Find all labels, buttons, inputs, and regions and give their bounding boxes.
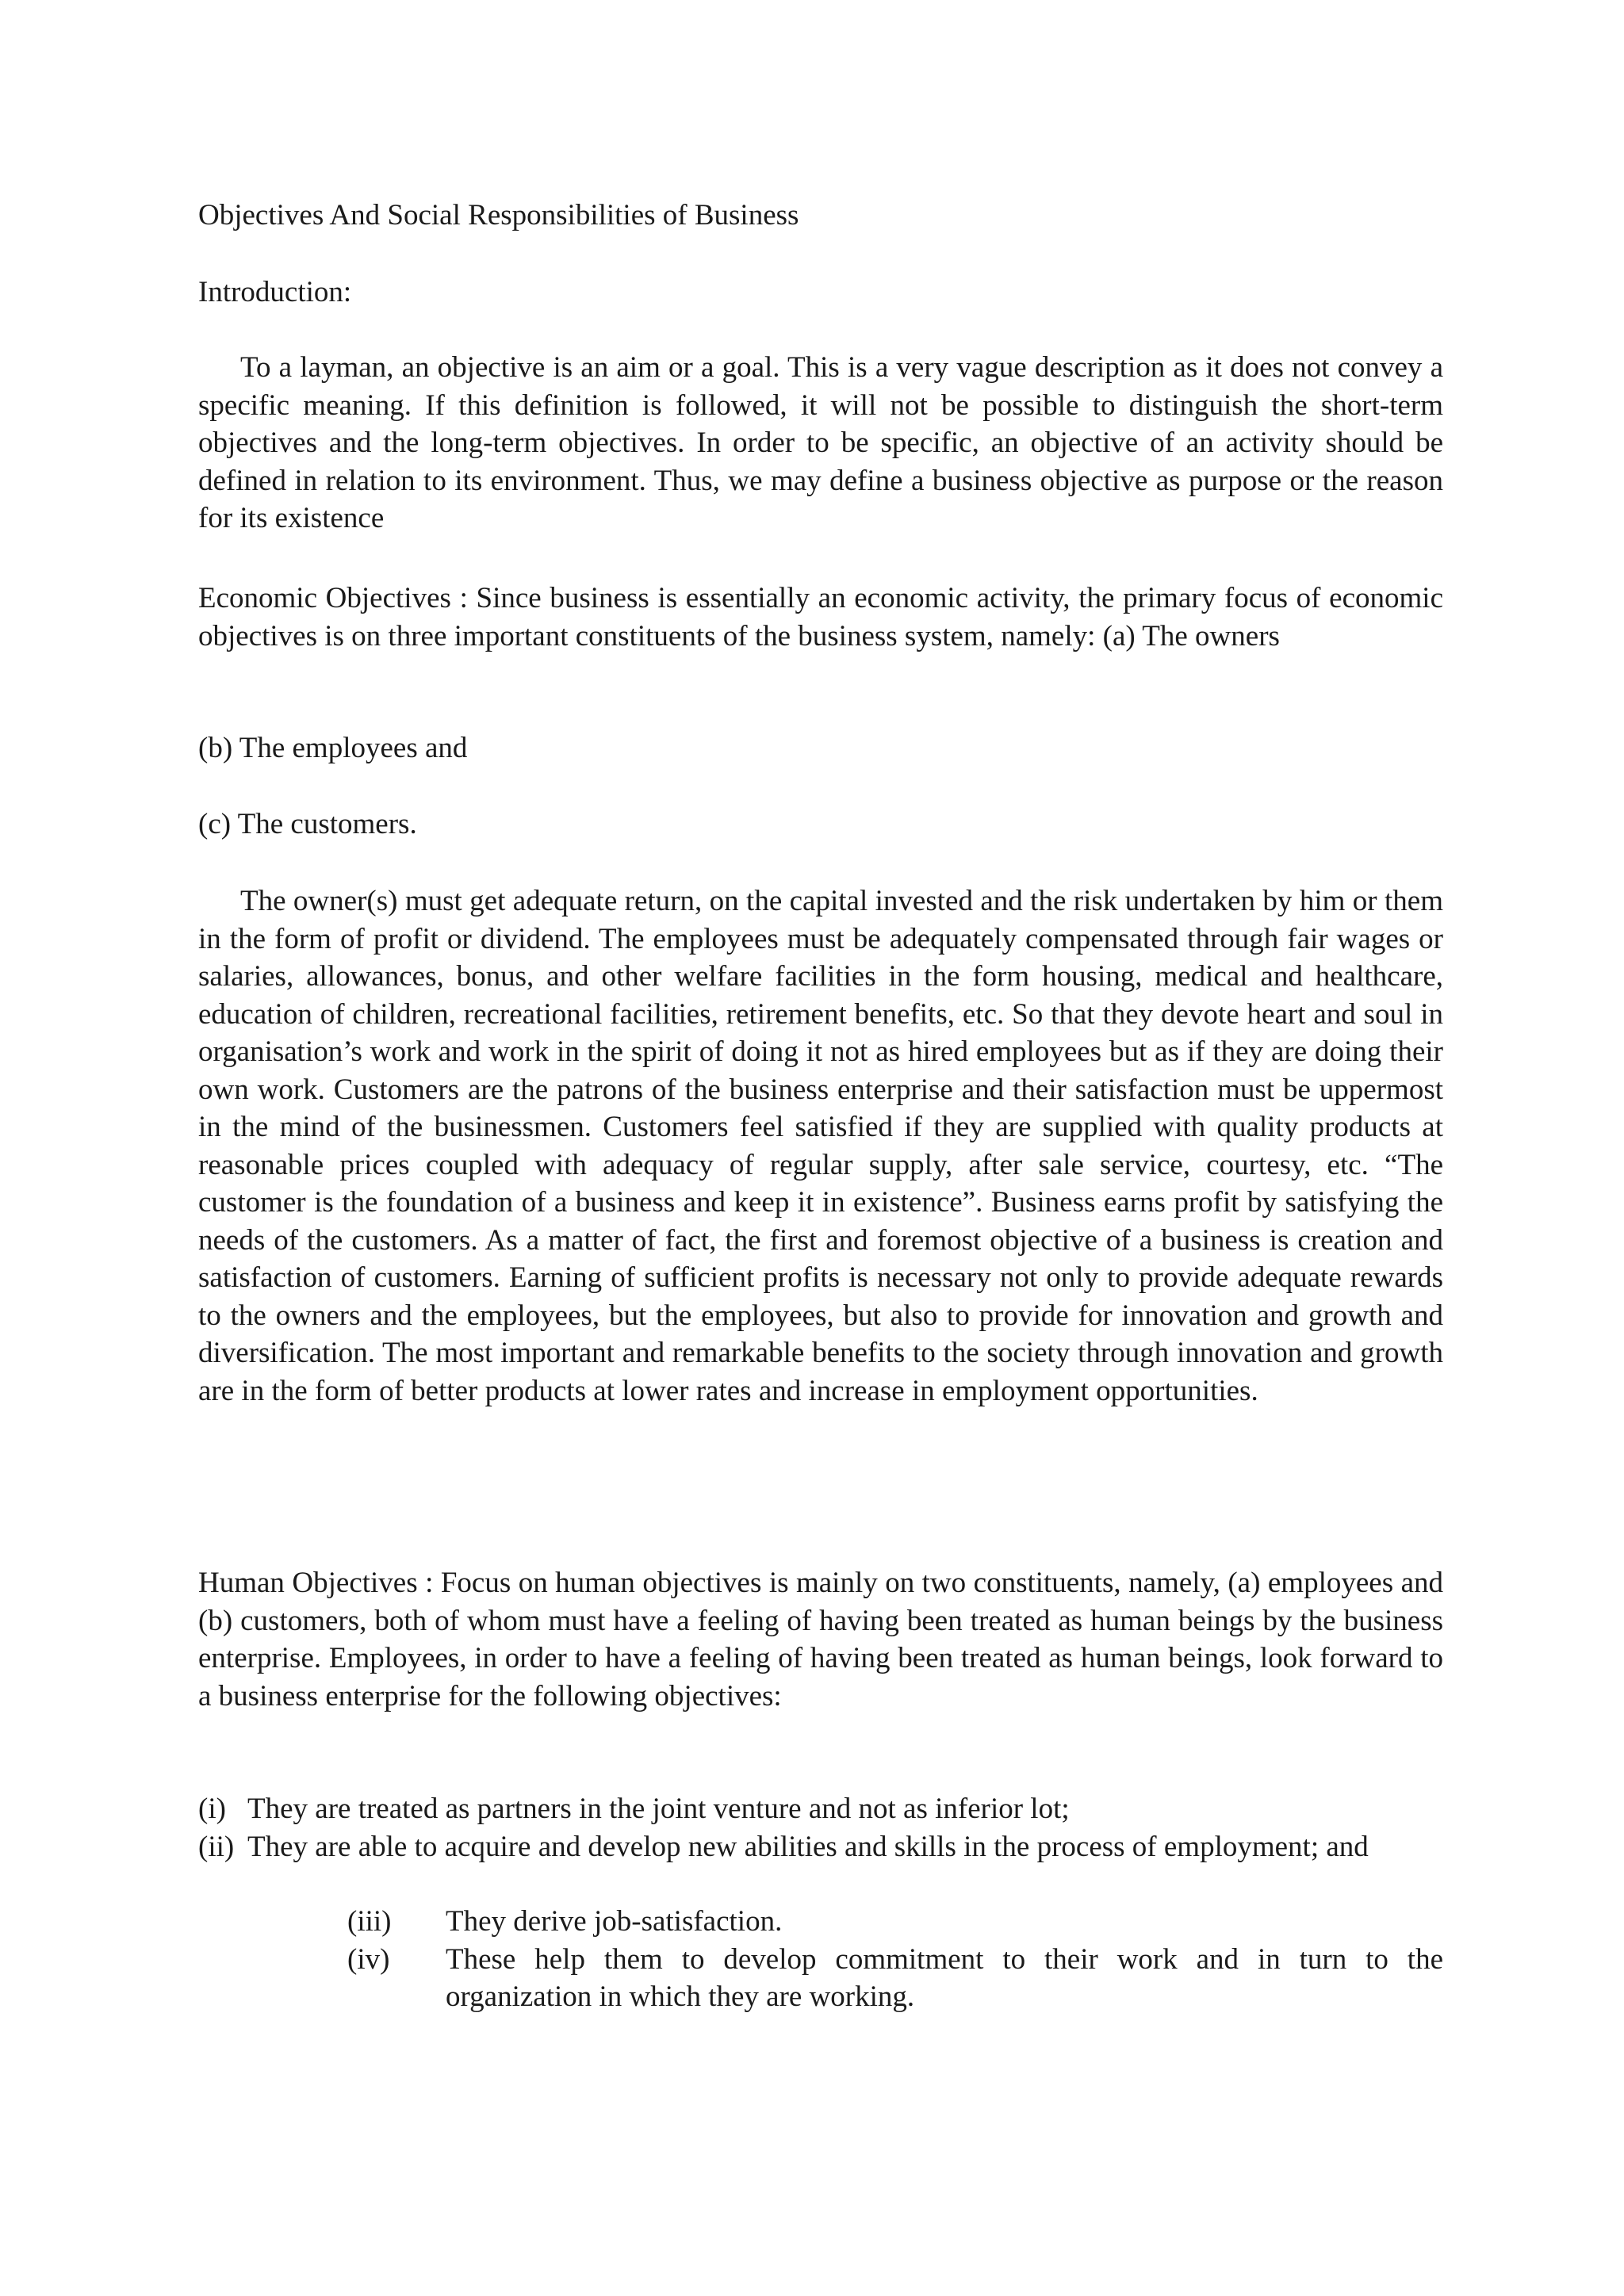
employee-objectives-list-primary (198, 1790, 1443, 1866)
intro-paragraph: To a layman, an objective is an aim or a goal. This is a very vague description as it does not convey a specific meaning. If this definition is followed, it will not be possible to distinguish the short-term objectives and the long-term objectives. In order to be specific, an objective of an activity should be defined in relation to its environment. Thus, we may define a business objective as purpose or the reason for its existence (198, 351, 1443, 534)
list-item-text: They are able to acquire and develop new abilities and skills in the process of employment; and (247, 1830, 1369, 1863)
list-marker: (ii) (198, 1830, 235, 1863)
document-title: Objectives And Social Responsibilities of Business (198, 199, 799, 232)
economic-objectives-paragraph: Economic Objectives : Since business is essentially an economic activity, the primary focus of economic objectives is on three important constituents of the business system, namely: (a) The owners (198, 582, 1443, 652)
list-item-text: They are treated as partners in the joint venture and not as inferior lot; (247, 1793, 1070, 1825)
human-objectives-paragraph: Human Objectives : Focus on human objectives is mainly on two constituents, namely, (a) employees and (b) customers, both of whom must have a feeling of having been treated as human beings by the business enterprise. Employees, in order to have a feeling of having been treated as human beings, look forward to a business enterprise for the following objectives: (198, 1567, 1443, 1712)
intro-heading: Introduction: (198, 276, 352, 308)
list-marker: (iii) (347, 1905, 392, 1938)
economic-item-employees: (b) The employees and (198, 732, 468, 764)
list-item (347, 1941, 1443, 2016)
list-item-text: These help them to develop commitment to their work and in turn to the organization in which they are working. (446, 1942, 1443, 2013)
list-item (347, 1903, 1443, 1941)
list-marker: (iv) (347, 1942, 390, 1976)
economic-item-customers: (c) The customers. (198, 808, 417, 840)
list-marker: (i) (198, 1793, 226, 1825)
list-item (198, 1790, 1443, 1828)
list-item-text: They derive job-satisfaction. (446, 1905, 783, 1938)
list-item (198, 1828, 1443, 1866)
employee-objectives-list-secondary (347, 1903, 1443, 2016)
owners-paragraph: The owner(s) must get adequate return, on the capital invested and the risk undertaken by him or them in the form of profit or dividend. The employees must be adequately compensated through fair wages or salaries, allowances, bonus, and other welfare facilities in the form housing, medical and healthcare, education of children, recreational facilities, retirement benefits, etc. So that they devote heart and soul in organisation’s work and work in the spirit of doing it not as hired employees but as if they are doing their own work. Customers are the patrons of the business enterprise and their satisfaction must be uppermost in the mind of the businessmen. Customers feel satisfied if they are supplied with quality products at reasonable prices coupled with adequacy of regular supply, after sale service, courtesy, etc. “The customer is the foundation of a business and keep it in existence”. Business earns profit by satisfying the needs of the customers. As a matter of fact, the first and foremost objective of a business is creation and satisfaction of customers. Earning of sufficient profits is necessary not only to provide adequate rewards to the owners and the employees, but the employees, but also to provide for innovation and growth and diversification. The most important and remarkable benefits to the society through innovation and growth are in the form of better products at lower rates and increase in employment opportunities. (198, 885, 1443, 1407)
